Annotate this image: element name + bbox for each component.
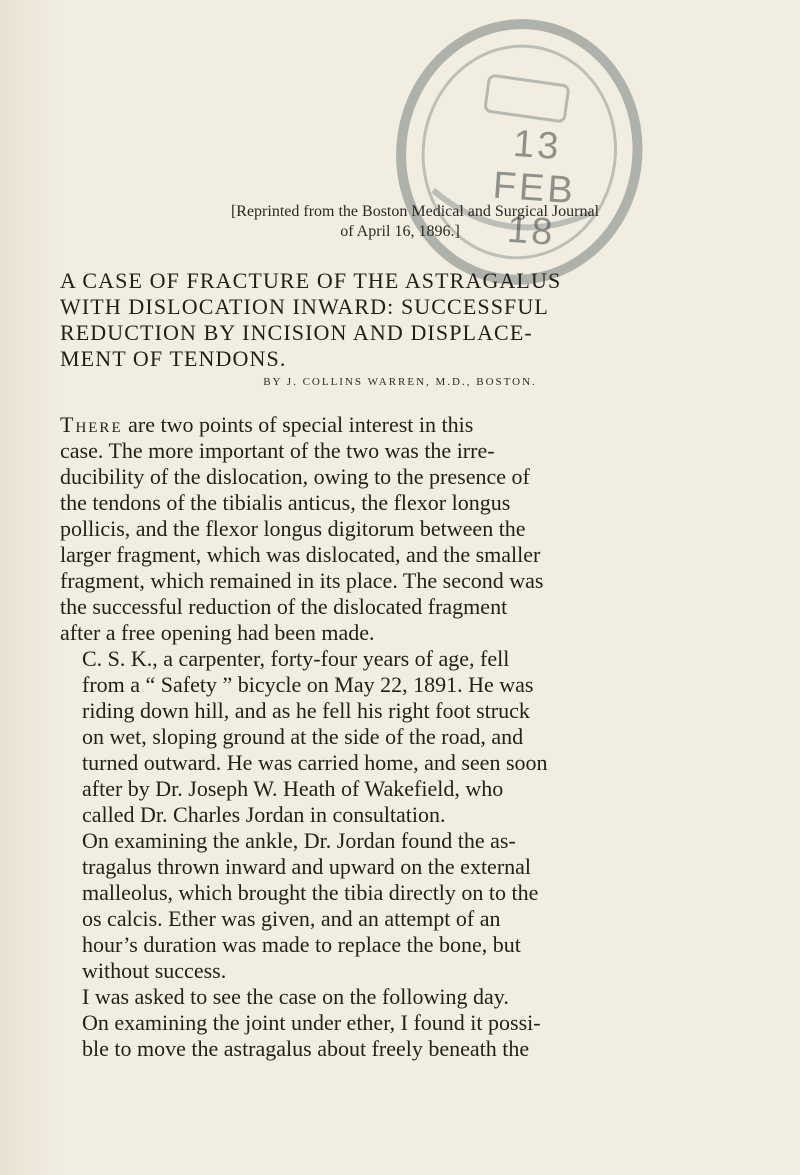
article-title (60, 268, 700, 372)
title-line-2: WITH DISLOCATION INWARD: SUCCESSFUL (60, 294, 549, 319)
paragraph-line: os calcis. Ether was given, and an attempt of an (82, 906, 501, 931)
reprint-line-1: [Reprinted from the Boston Medical and Surgical Journal (230, 203, 600, 220)
paragraph-2 (60, 646, 680, 828)
article-body (60, 412, 680, 1062)
paragraph-4 (60, 984, 680, 1062)
library-stamp (361, 0, 679, 310)
paragraph-1 (60, 412, 680, 646)
paragraph-line: malleolus, which brought the tibia directly on to the (82, 880, 539, 905)
title-line-4: MENT OF TENDONS. (60, 346, 287, 371)
paragraph-line: the tendons of the tibialis anticus, the flexor longus (60, 490, 511, 515)
paragraph-line: pollicis, and the flexor longus digitorum between the (60, 516, 526, 541)
paragraph-line: on wet, sloping ground at the side of the road, and (82, 724, 524, 749)
paragraph-line: larger fragment, which was dislocated, and the smaller (60, 542, 541, 567)
title-line-3: REDUCTION BY INCISION AND DISPLACE- (60, 320, 533, 345)
paragraph-line: from a “ Safety ” bicycle on May 22, 1891. He was (82, 672, 534, 697)
paragraph-line: after by Dr. Joseph W. Heath of Wakefield, who (82, 776, 504, 801)
reprint-notice (0, 202, 800, 242)
paragraph-3 (60, 828, 680, 984)
paragraph-line: I was asked to see the case on the following day. (82, 984, 509, 1009)
paragraph-line: turned outward. He was carried home, and seen soon (82, 750, 548, 775)
paragraph-line: the successful reduction of the dislocated fragment (60, 594, 508, 619)
paragraph-line: without success. (82, 958, 227, 983)
paper-edge (0, 0, 60, 1175)
paragraph-line: fragment, which remained in its place. The second was (60, 568, 544, 593)
stamp-date: 13 FEB 18 (491, 122, 578, 254)
title-line-1: A CASE OF FRACTURE OF THE ASTRAGALUS (60, 268, 562, 293)
paragraph-line: C. S. K., a carpenter, forty-four years of age, fell (82, 646, 510, 671)
paragraph-line: after a free opening had been made. (60, 620, 375, 645)
lead-word: There (60, 412, 123, 437)
paragraph-line: case. The more important of the two was the irre- (60, 438, 495, 463)
paragraph-line: called Dr. Charles Jordan in consultation. (82, 802, 446, 827)
paragraph-line: On examining the ankle, Dr. Jordan found the as- (82, 828, 516, 853)
reprint-line-2: of April 16, 1896.] (340, 223, 460, 240)
paragraph-line: ducibility of the dislocation, owing to the presence of (60, 464, 530, 489)
paragraph-line: There are two points of special interest in this (60, 412, 474, 437)
paragraph-line: ble to move the astragalus about freely beneath the (82, 1036, 530, 1061)
paragraph-line: hour’s duration was made to replace the bone, but (82, 932, 521, 957)
paragraph-line: riding down hill, and as he fell his right foot struck (82, 698, 530, 723)
paragraph-line: On examining the joint under ether, I found it possi- (82, 1010, 541, 1035)
author-byline: BY J. COLLINS WARREN, M.D., BOSTON. (263, 376, 537, 388)
paragraph-line: tragalus thrown inward and upward on the external (82, 854, 532, 879)
